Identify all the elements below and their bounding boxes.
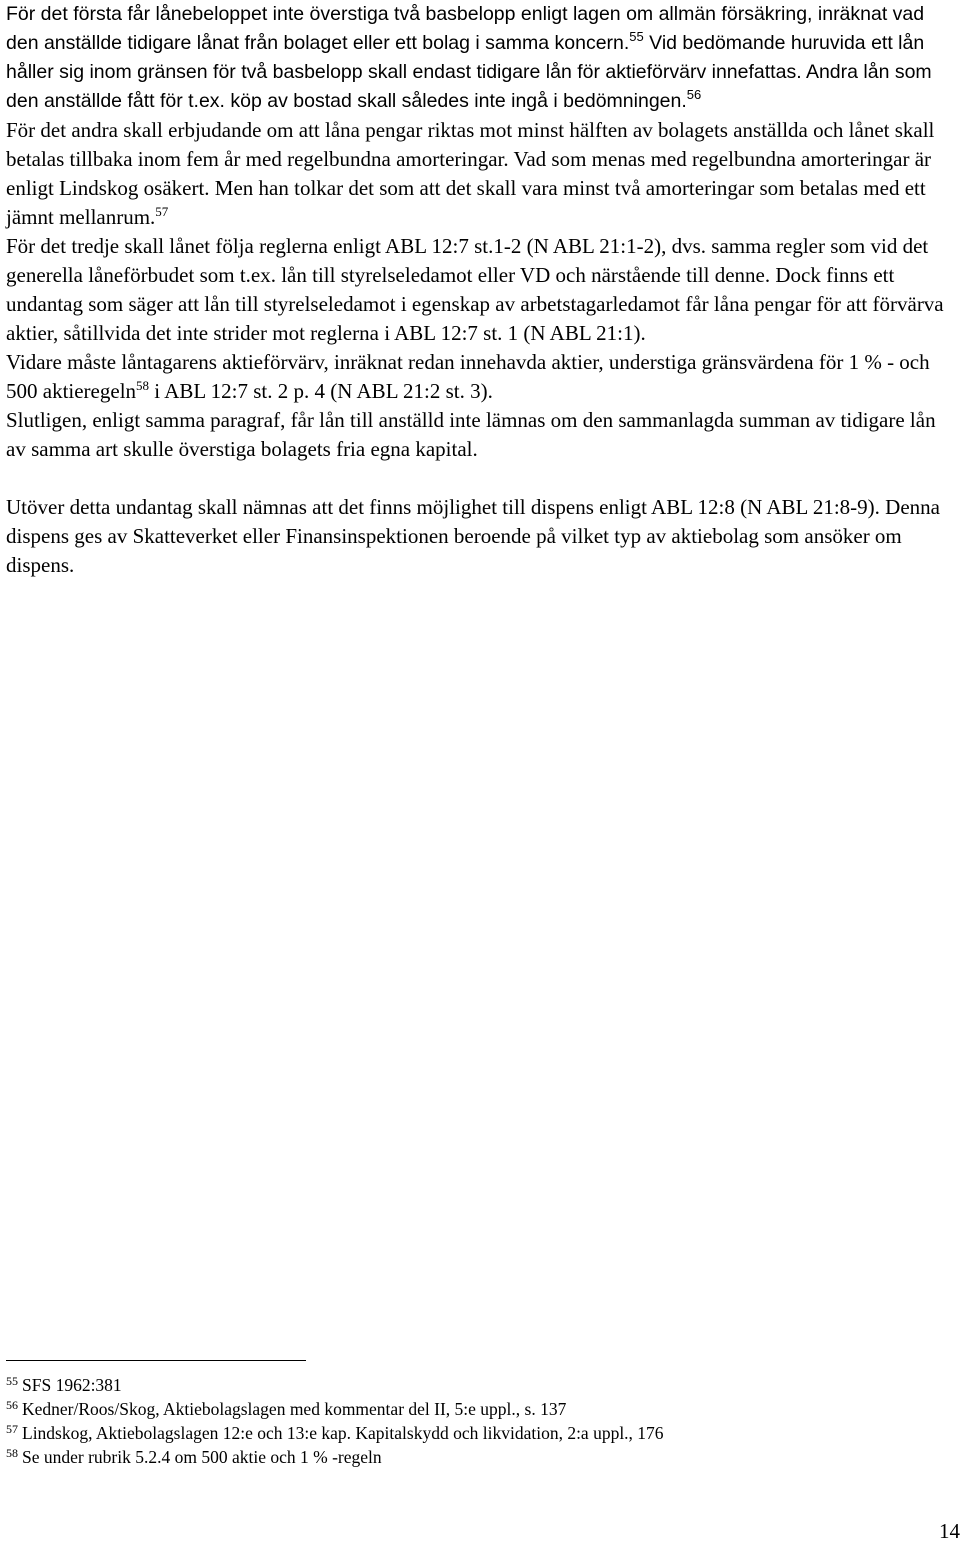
footnote-ref-55[interactable]: 55 — [629, 29, 644, 44]
paragraph-first-condition — [6, 0, 956, 116]
footnote-text: Lindskog, Aktiebolagslagen 12:e och 13:e kap. Kapitalskydd och likvidation, 2:a uppl., 176 — [22, 1423, 664, 1443]
paragraph-third-condition: För det tredje skall lånet följa reglerna enligt ABL 12:7 st.1-2 (N ABL 21:1-2), dvs. samma regler som vid det generella låneförbudet som t.ex. lån till styrelseledamot eller VD och närstående till denne. Dock finns ett undantag som säger att lån till styrelseledamot i egenskap av arbetstagarledamot får låna pengar för att förvärva aktier, såtillvida det inte strider mot reglerna i ABL 12:7 st. 1 (N ABL 21:1). — [6, 234, 944, 345]
paragraph-share-limits — [6, 348, 956, 406]
footnote-separator — [6, 1360, 306, 1361]
paragraph-text: För det andra skall erbjudande om att låna pengar riktas mot minst hälften av bolagets anställda och lånet skall betalas tillbaka inom fem år med regelbundna amorteringar. Vad som menas med regelbundna amorteringar är enligt Lindskog osäkert. Men han tolkar det som att det skall vara minst två amorteringar som betalas med ett jämnt mellanrum. — [6, 118, 935, 229]
footnote-text: Kedner/Roos/Skog, Aktiebolagslagen med kommentar del II, 5:e uppl., s. 137 — [22, 1399, 567, 1419]
footnote-58 — [6, 1445, 956, 1469]
footnote-ref-57[interactable]: 57 — [155, 204, 169, 219]
paragraph-dispensation: Utöver detta undantag skall nämnas att det finns möjlighet till dispens enligt ABL 12:8 (N ABL 21:8-9). Denna dispens ges av Skatteverket eller Finansinspektionen beroende på vilket typ av aktiebolag som ansöker om dispens. — [6, 495, 940, 577]
paragraph-second-condition — [6, 116, 956, 232]
footnote-number: 57 — [6, 1422, 18, 1436]
footnote-56 — [6, 1397, 956, 1421]
footnote-text: SFS 1962:381 — [22, 1375, 122, 1395]
paragraph-final-condition: Slutligen, enligt samma paragraf, får lån till anställd inte lämnas om den sammanlagda summan av tidigare lån av samma art skulle överstiga bolagets fria egna kapital. — [6, 408, 936, 461]
footnotes — [6, 1373, 956, 1469]
footnote-number: 58 — [6, 1446, 18, 1460]
footnote-57 — [6, 1421, 956, 1445]
footnote-number: 55 — [6, 1374, 18, 1388]
footnote-ref-58[interactable]: 58 — [136, 378, 150, 393]
paragraph-text: För det första får lånebeloppet inte överstiga två basbelopp enligt lagen om allmän försäkring, inräknat vad den anställde tidigare lånat från bolaget eller ett bolag i samma koncern. — [6, 3, 925, 54]
footnote-ref-56[interactable]: 56 — [686, 87, 702, 102]
paragraph-text: Vidare måste låntagarens aktieförvärv, inräknat redan innehavda aktier, understiga gränsvärdena för 1 % - och 500 aktieregeln — [6, 350, 930, 403]
document-body — [6, 0, 956, 580]
paragraph-spacer — [6, 464, 956, 493]
footnote-text: Se under rubrik 5.2.4 om 500 aktie och 1 % -regeln — [22, 1447, 382, 1467]
paragraph-text: Vid bedömande huruvida ett lån håller sig inom gränsen för två basbelopp skall endast tidigare lån för aktieförvärv innefattas. Andra lån som den anställde fått för t.ex. köp av bostad skall således inte ingå i bedömningen. — [6, 32, 932, 112]
footnote-55 — [6, 1373, 956, 1397]
footnote-number: 56 — [6, 1398, 18, 1412]
page-number: 14 — [939, 1519, 960, 1543]
paragraph-text: i ABL 12:7 st. 2 p. 4 (N ABL 21:2 st. 3). — [149, 379, 493, 403]
